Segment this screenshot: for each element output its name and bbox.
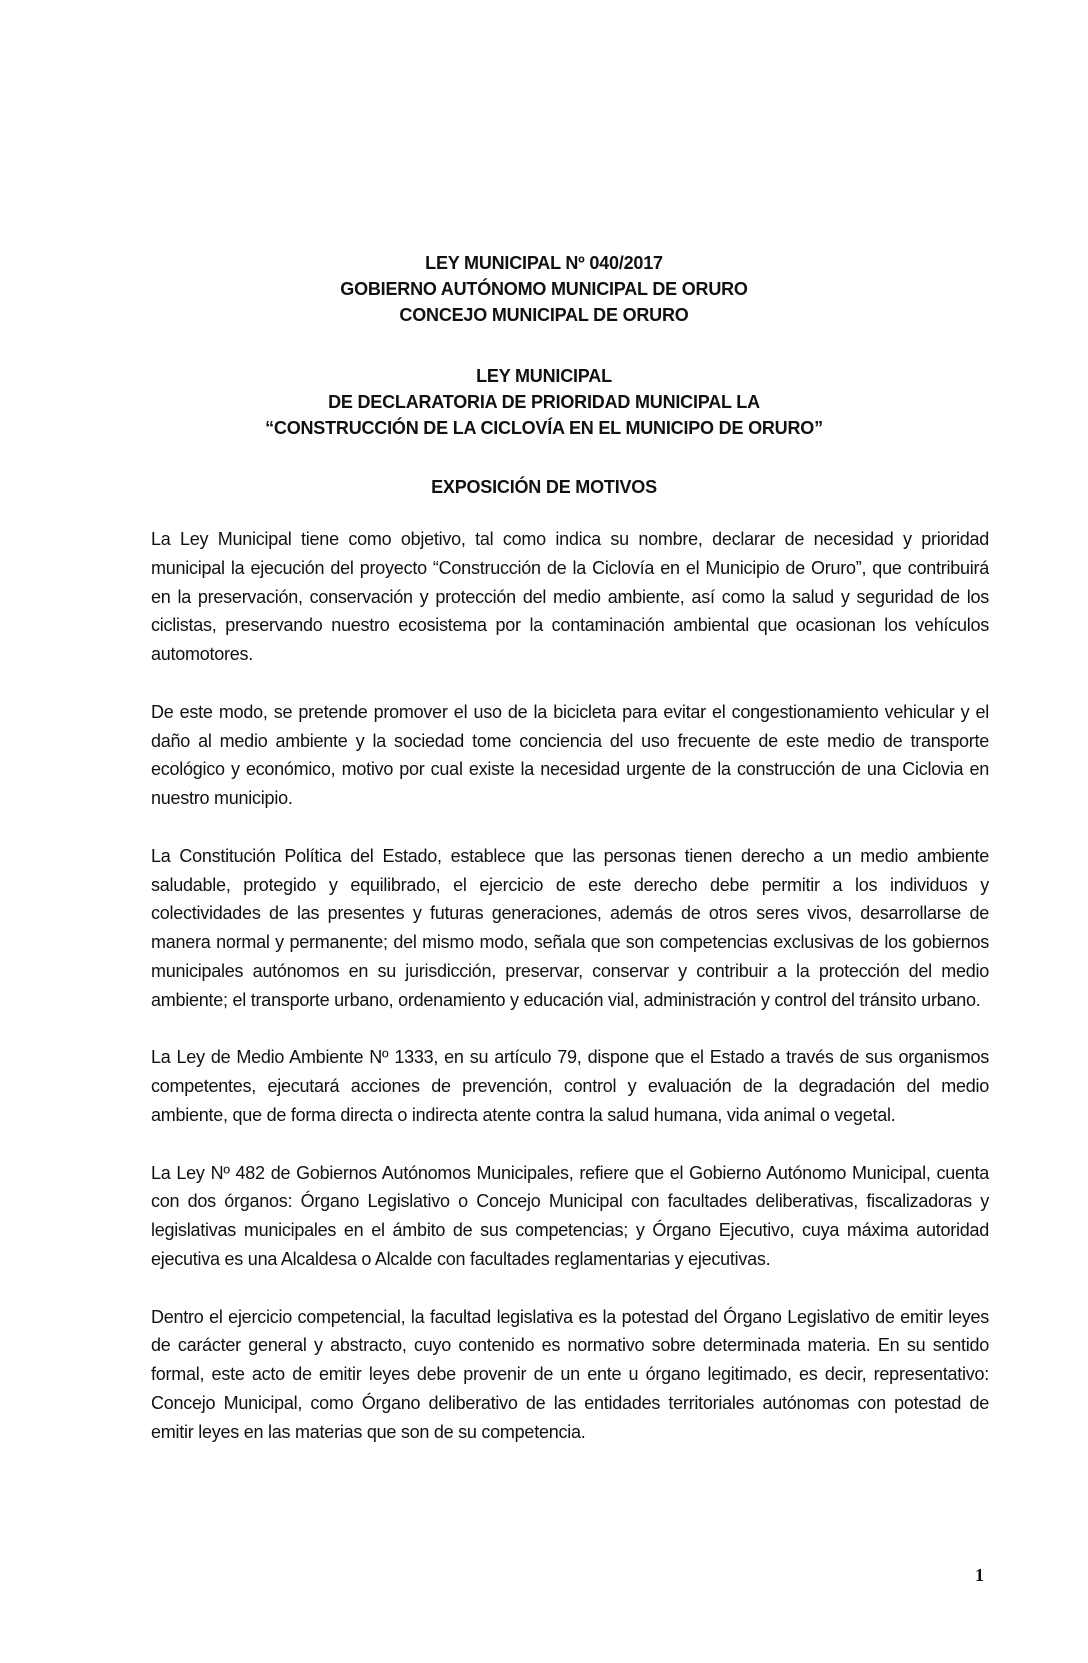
document-header [100,250,988,328]
law-title-line: LEY MUNICIPAL [476,366,612,386]
paragraph: La Constitución Política del Estado, establece que las personas tienen derecho a un medio ambiente saludable, protegido y equilibrado, el ejercicio de este derecho debe permitir a los individuos y colectividades de las presentes y futuras generaciones, además de otros seres vivos, desarrollarse de manera normal y permanente; del mismo modo, señala que son competencias exclusivas de los gobiernos municipales autónomos en su jurisdicción, preservar, conservar y contribuir a la protección del medio ambiente; el transporte urbano, ordenamiento y educación vial, administración y control del tránsito urbano. [151,845,989,1010]
paragraph: La Ley Municipal tiene como objetivo, tal como indica su nombre, declarar de necesidad y prioridad municipal la ejecución del proyecto “Construcción de la Ciclovía en el Municipio de Oruro”, que contribuirá en la preservación, conservación y protección del medio ambiente, así como la salud y seguridad de los ciclistas, preservando nuestro ecosistema por la contaminación ambiental que ocasionan los vehículos automotores. [151,529,989,665]
document-body [151,525,989,1475]
page-number: 1 [975,1565,984,1585]
section-title: EXPOSICIÓN DE MOTIVOS [431,477,657,497]
law-title [100,363,988,441]
law-title-line: DE DECLARATORIA DE PRIORIDAD MUNICIPAL LA [328,392,760,412]
council-name: CONCEJO MUNICIPAL DE ORURO [399,305,689,325]
law-number: LEY MUNICIPAL Nº 040/2017 [425,253,663,273]
law-title-line: “CONSTRUCCIÓN DE LA CICLOVÍA EN EL MUNICIPO DE ORURO” [265,418,823,438]
government-name: GOBIERNO AUTÓNOMO MUNICIPAL DE ORURO [340,279,748,299]
paragraph: La Ley Nº 482 de Gobiernos Autónomos Municipales, refiere que el Gobierno Autónomo Municipal, cuenta con dos órganos: Órgano Legislativo o Concejo Municipal con facultades deliberativas, fiscalizadoras y legislativas municipales en el ámbito de sus competencias; y Órgano Ejecutivo, cuya máxima autoridad ejecutiva es una Alcaldesa o Alcalde con facultades reglamentarias y ejecutivas. [151,1162,989,1269]
paragraph: La Ley de Medio Ambiente Nº 1333, en su artículo 79, dispone que el Estado a través de sus organismos competentes, ejecutará acciones de prevención, control y evaluación de la degradación del medio ambiente, que de forma directa o indirecta atente contra la salud humana, vida animal o vegetal. [151,1047,989,1125]
paragraph: De este modo, se pretende promover el uso de la bicicleta para evitar el congestionamiento vehicular y el daño al medio ambiente y la sociedad tome conciencia del uso frecuente de este medio de transporte ecológico y económico, motivo por cual existe la necesidad urgente de la construcción de una Ciclovia en nuestro municipio. [151,701,989,809]
paragraph: Dentro el ejercicio competencial, la facultad legislativa es la potestad del Órgano Legislativo de emitir leyes de carácter general y abstracto, cuyo contenido es normativo sobre determinada materia. En su sentido formal, este acto de emitir leyes debe provenir de un ente u órgano legitimado, es decir, representativo: Concejo Municipal, como Órgano deliberativo de las entidades territoriales autónomas con potestad de emitir leyes en las materias que son de su competencia. [151,1306,989,1442]
